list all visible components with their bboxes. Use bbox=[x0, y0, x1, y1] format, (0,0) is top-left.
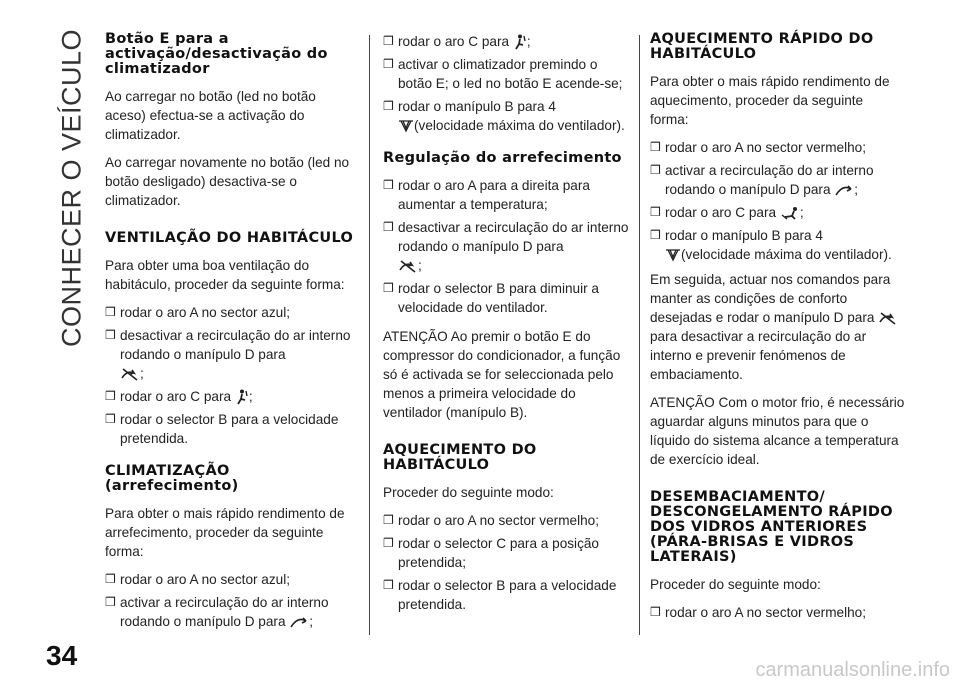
heading-fast-heating: AQUECIMENTO RÁPIDO DO HABITÁCULO bbox=[650, 31, 874, 62]
recirculation-off-icon bbox=[878, 311, 898, 325]
paragraph: Para obter o mais rápido rendimento de arrefecimento, proceder da seguinte forma: bbox=[105, 506, 345, 559]
paragraph: Proceder do seguinte modo: bbox=[383, 485, 554, 500]
heading-climatizer-button: Botão E para a activação/desactivação do climatizador bbox=[105, 31, 328, 77]
list-item: ❒ rodar o manípulo B para 4 (velocidade máxima do ventilador). bbox=[650, 228, 892, 262]
column-divider bbox=[369, 35, 370, 635]
recirculation-on-icon bbox=[834, 183, 854, 197]
defrost-feet-icon bbox=[235, 389, 249, 405]
list-item: ❒ rodar o aro A para a direita para aumentar a temperatura; bbox=[383, 178, 590, 212]
column-divider bbox=[639, 35, 640, 635]
list-item: ❒ activar a recirculação do ar interno rodando o manípulo D para ; bbox=[650, 163, 874, 197]
paragraph: Ao carregar no botão (led no botão aceso) efectua-se a activação do climatizador. bbox=[105, 89, 316, 142]
heading-cooling-adjust: Regulação do arrefecimento bbox=[383, 150, 622, 166]
watermark: carmanualsonline.info bbox=[755, 659, 950, 681]
list-item: ❒ desactivar a recirculação do ar interno rodando o manípulo D para ; bbox=[105, 328, 351, 381]
attention-note: ATENÇÃO Ao premir o botão E do compressor do condicionador, a função só é activada se for seleccionada pelo menos a primeira velocidade do ventilador (manípulo B). bbox=[383, 329, 621, 420]
list-item: ❒ rodar o selector B para a velocidade pretendida. bbox=[383, 578, 617, 612]
list-item: ❒ rodar o aro C para ; bbox=[383, 34, 531, 49]
recirculation-on-icon bbox=[289, 615, 309, 629]
max-fan-icon bbox=[665, 248, 681, 262]
recirculation-off-icon bbox=[120, 367, 140, 381]
column-2 bbox=[383, 32, 633, 618]
max-fan-icon bbox=[398, 119, 414, 133]
list-item: ❒ rodar o aro A no sector vermelho; bbox=[650, 605, 866, 620]
heading-ventilation: VENTILAÇÃO DO HABITÁCULO bbox=[105, 230, 354, 246]
page-number: 34 bbox=[46, 640, 78, 671]
list-item: ❒ rodar o manípulo B para 4 (velocidade máxima do ventilador). bbox=[383, 99, 625, 133]
column-3 bbox=[650, 32, 905, 626]
list-item: ❒ rodar o aro A no sector azul; bbox=[105, 305, 291, 320]
attention-note: ATENÇÃO Com o motor frio, é necessário aguardar alguns minutos para que o líquido do sistema alcance a temperatura de exercício ideal. bbox=[650, 395, 905, 467]
list-item: ❒ rodar o aro A no sector azul; bbox=[105, 572, 291, 587]
list-item: ❒ rodar o selector B para diminuir a velocidade do ventilador. bbox=[383, 281, 599, 315]
paragraph: Ao carregar novamente no botão (led no botão desligado) desactiva-se o climatizador. bbox=[105, 155, 350, 208]
list-item: ❒ rodar o selector B para a velocidade pretendida. bbox=[105, 412, 339, 446]
paragraph: Para obter o mais rápido rendimento de aquecimento, proceder da seguinte forma: bbox=[650, 74, 890, 127]
feet-airflow-icon bbox=[780, 206, 800, 220]
heading-fast-defrost: DESEMBACIAMENTO/ DESCONGELAMENTO RÁPIDO DOS VIDROS ANTERIORES (PÁRA-BRISAS E VIDROS LATERAIS) bbox=[650, 489, 893, 565]
list-item: ❒ rodar o aro A no sector vermelho; bbox=[650, 140, 866, 155]
paragraph: Em seguida, actuar nos comandos para manter as condições de conforto desejadas e rodar o manípulo D para para desactivar a recirculação do ar interno e prevenir fenómenos de embaciamento. bbox=[650, 270, 905, 384]
paragraph: Proceder do seguinte modo: bbox=[650, 577, 821, 592]
heading-heating: AQUECIMENTO DO HABITÁCULO bbox=[383, 442, 537, 473]
recirculation-off-icon bbox=[398, 259, 418, 273]
column-1 bbox=[105, 32, 358, 635]
list-item: ❒ activar o climatizador premindo o botão E; o led no botão E acende-se; bbox=[383, 57, 623, 91]
defrost-feet-icon bbox=[513, 34, 527, 50]
list-item: ❒ rodar o aro A no sector vermelho; bbox=[383, 513, 599, 528]
heading-climatization: CLIMATIZAÇÃO (arrefecimento) bbox=[105, 463, 239, 494]
list-item: ❒ activar a recirculação do ar interno rodando o manípulo D para ; bbox=[105, 595, 329, 629]
paragraph: Para obter uma boa ventilação do habitáculo, proceder da seguinte forma: bbox=[105, 258, 345, 292]
list-item: ❒ desactivar a recirculação do ar interno rodando o manípulo D para ; bbox=[383, 220, 629, 273]
side-section-title: CONHECER O VEÍCULO bbox=[56, 28, 87, 348]
list-item: ❒ rodar o selector C para a posição pretendida; bbox=[383, 536, 599, 570]
list-item: ❒ rodar o aro C para ; bbox=[105, 389, 253, 404]
list-item: ❒ rodar o aro C para ; bbox=[650, 205, 804, 220]
